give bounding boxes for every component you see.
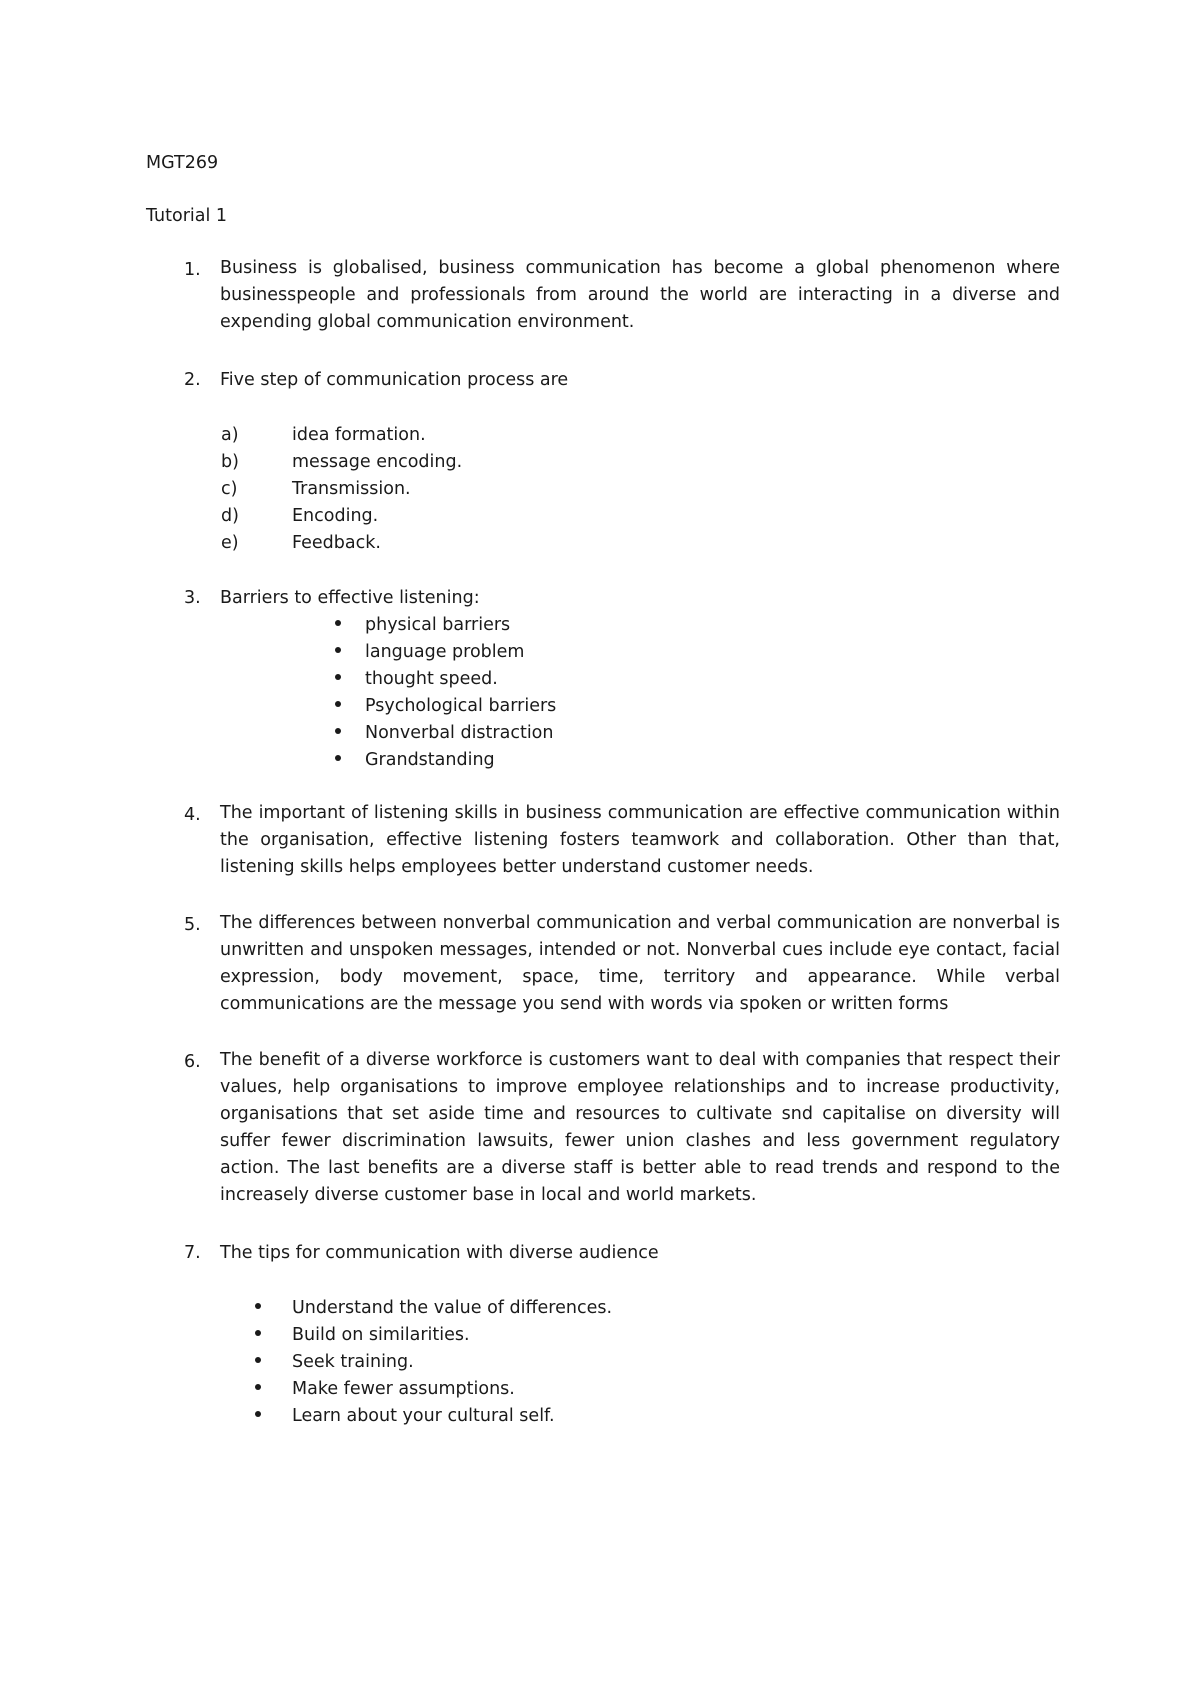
sub-item-text: Feedback. bbox=[292, 533, 381, 553]
item-number: 2. bbox=[184, 370, 201, 390]
item-text: The tips for communication with diverse audience bbox=[220, 1243, 659, 1263]
sub-marker: e) bbox=[221, 533, 239, 553]
bullet-icon bbox=[335, 701, 341, 707]
bullet-item-text: thought speed. bbox=[365, 669, 498, 689]
bullet-item-text: Grandstanding bbox=[365, 750, 495, 770]
item-number: 7. bbox=[184, 1243, 201, 1263]
bullet-icon bbox=[335, 620, 341, 626]
sub-marker: a) bbox=[221, 425, 239, 445]
item-text: Business is globalised, business communication has become a global phenomenon where businesspeople and professionals from around the world are interacting in a diverse and expending global communication environment. bbox=[220, 258, 1060, 332]
bullet-item-text: Learn about your cultural self. bbox=[292, 1406, 555, 1426]
bullet-icon bbox=[255, 1303, 261, 1309]
course-code: MGT269 bbox=[146, 153, 219, 173]
item-number: 5. bbox=[184, 915, 201, 935]
sub-item-text: Encoding. bbox=[292, 506, 379, 526]
sub-item-text: Transmission. bbox=[292, 479, 411, 499]
bullet-item-text: Nonverbal distraction bbox=[365, 723, 554, 743]
sub-marker: d) bbox=[221, 506, 239, 526]
bullet-item-text: Build on similarities. bbox=[292, 1325, 470, 1345]
bullet-icon bbox=[335, 728, 341, 734]
bullet-icon bbox=[335, 647, 341, 653]
bullet-icon bbox=[335, 755, 341, 761]
bullet-item-text: Seek training. bbox=[292, 1352, 414, 1372]
bullet-icon bbox=[255, 1411, 261, 1417]
bullet-item-text: physical barriers bbox=[365, 615, 511, 635]
bullet-item-text: Make fewer assumptions. bbox=[292, 1379, 515, 1399]
sub-marker: b) bbox=[221, 452, 239, 472]
bullet-icon bbox=[255, 1384, 261, 1390]
item-text: The benefit of a diverse workforce is customers want to deal with companies that respect their values, help organisations to improve employee relationships and to increase productivity, organisations that set aside time and resources to cultivate snd capitalise on diversity will suffer fewer discrimination lawsuits, fewer union clashes and less government regulatory action. The last benefits are a diverse staff is better able to read trends and respond to the increasely diverse customer base in local and world markets. bbox=[220, 1050, 1060, 1205]
bullet-icon bbox=[255, 1357, 261, 1363]
sub-item-text: idea formation. bbox=[292, 425, 426, 445]
item-text: The important of listening skills in business communication are effective communication within the organisation, effective listening fosters teamwork and collaboration. Other than that, listening skills helps employees better understand customer needs. bbox=[220, 803, 1060, 877]
item-number: 4. bbox=[184, 805, 201, 825]
item-number: 6. bbox=[184, 1052, 201, 1072]
bullet-item-text: Psychological barriers bbox=[365, 696, 557, 716]
item-number: 3. bbox=[184, 588, 201, 608]
bullet-item-text: language problem bbox=[365, 642, 525, 662]
item-number: 1. bbox=[184, 260, 201, 280]
sub-marker: c) bbox=[221, 479, 238, 499]
sub-item-text: message encoding. bbox=[292, 452, 463, 472]
tutorial-title: Tutorial 1 bbox=[146, 206, 228, 226]
item-text: Five step of communication process are bbox=[220, 370, 569, 390]
item-text: The differences between nonverbal communication and verbal communication are nonverbal is unwritten and unspoken messages, intended or not. Nonverbal cues include eye contact, facial expression, body movement, space, time, territory and appearance. While verbal communications are the message you send with words via spoken or written forms bbox=[220, 913, 1060, 1014]
bullet-icon bbox=[335, 674, 341, 680]
bullet-item-text: Understand the value of differences. bbox=[292, 1298, 613, 1318]
item-text: Barriers to effective listening: bbox=[220, 588, 480, 608]
bullet-icon bbox=[255, 1330, 261, 1336]
